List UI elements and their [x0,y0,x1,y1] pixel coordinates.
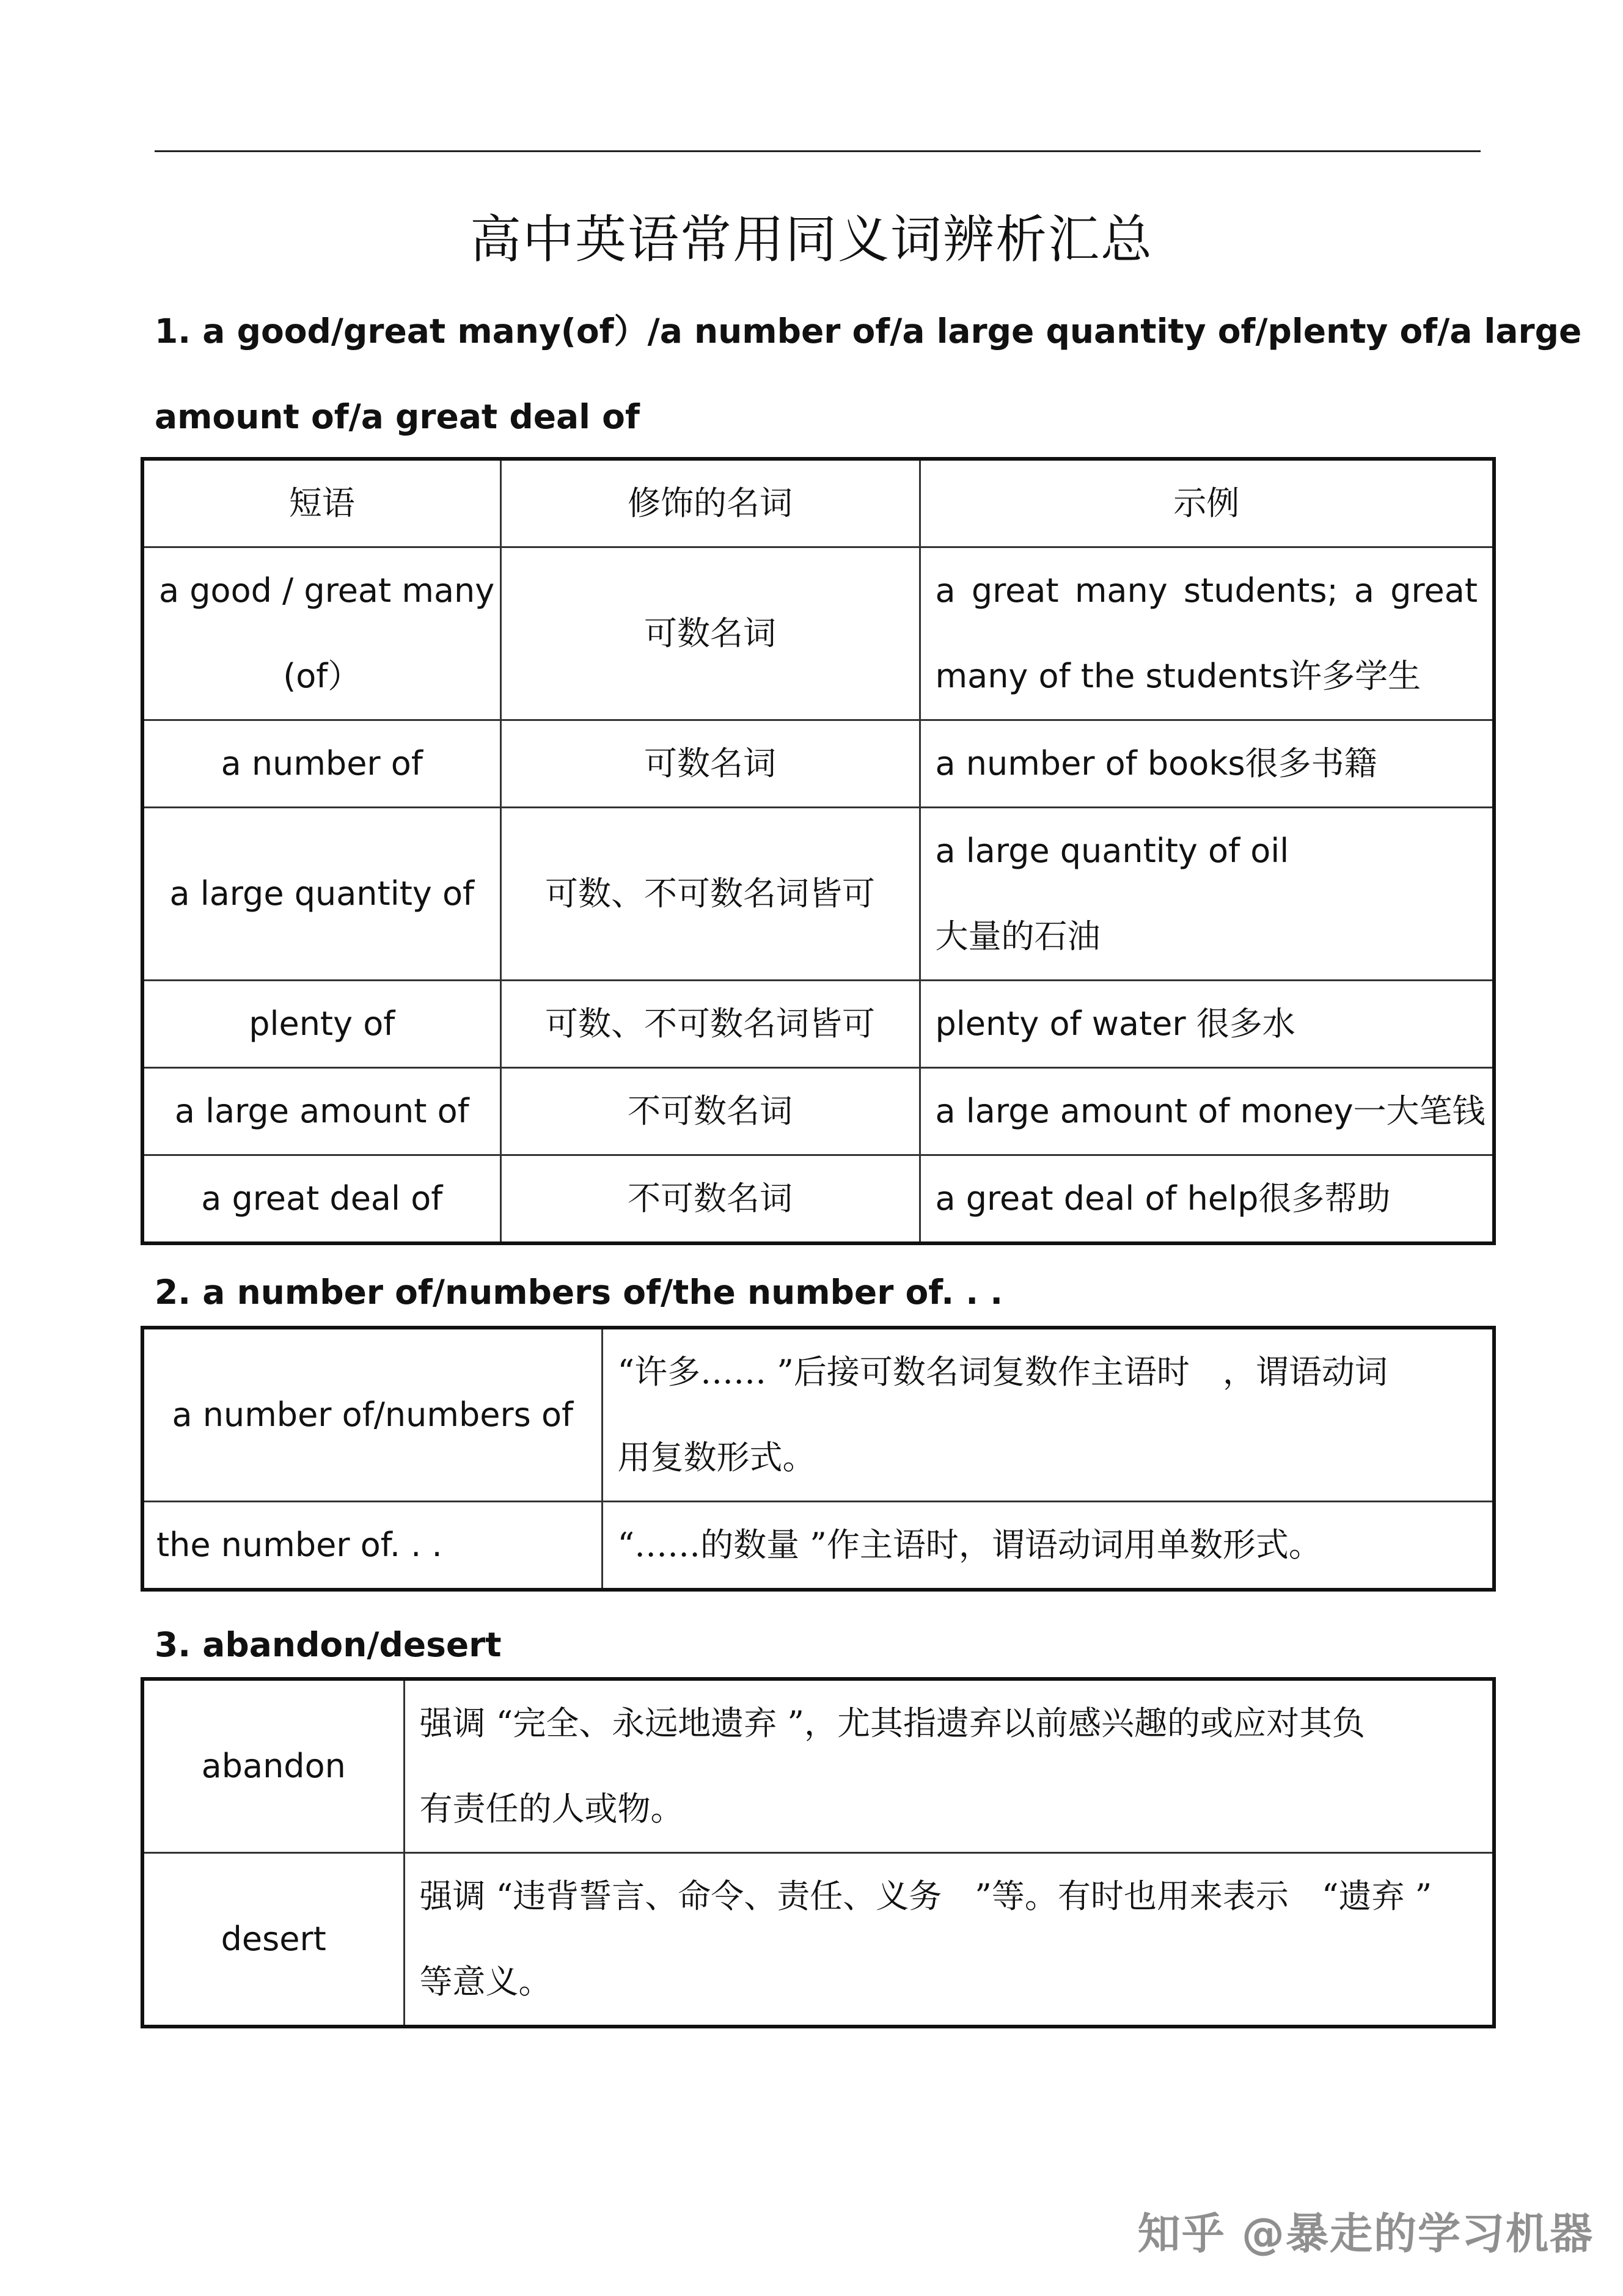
table-row [142,1679,1494,1853]
table-row [142,1155,1494,1244]
desc-cell [404,1679,1494,1853]
example-cell [920,547,1494,720]
phrase-cell: a number of [142,720,500,808]
watermark: 知乎 @暴走的学习机器 [1137,2209,1594,2259]
section1-heading-line1: 1. a good/great many(of）/a number of/a large quantity of/plenty of/a large [155,312,1582,351]
example-cell [920,808,1494,981]
desc-line: 等意义。 [419,1962,552,2001]
table-row [142,981,1494,1068]
phrase-line: (of） [283,657,361,695]
term-cell: abandon [142,1679,404,1853]
table-row [142,1502,1494,1590]
section3-heading: 3. abandon/desert [155,1625,502,1664]
example-line: a great many students; a great [935,571,1478,610]
noun-cell: 可数名词 [500,720,920,808]
header-phrase: 短语 [142,459,500,547]
phrase-cell: a great deal of [142,1155,500,1244]
table-row [142,1328,1494,1502]
phrase-cell [142,547,500,720]
table-row [142,808,1494,981]
noun-cell: 可数、不可数名词皆可 [500,981,920,1068]
desc-cell [404,1853,1494,2027]
table-row [142,720,1494,808]
section1-heading-line2: amount of/a great deal of [155,397,640,436]
phrase-cell: a large amount of [142,1068,500,1155]
example-line: a large quantity of oil [935,832,1289,870]
table-row [142,1853,1494,2027]
example-cell: plenty of water 很多水 [920,981,1494,1068]
table-row [142,547,1494,720]
noun-cell: 可数名词 [500,547,920,720]
noun-cell: 可数、不可数名词皆可 [500,808,920,981]
noun-cell: 不可数名词 [500,1068,920,1155]
desc-line: 强调 “违背誓言、命令、责任、义务 ”等。有时也用来表示 “遗弃 ” [419,1877,1432,1915]
phrase-cell: plenty of [142,981,500,1068]
desc-cell: “……的数量 ”作主语时，谓语动词用单数形式。 [602,1502,1494,1590]
phrase-line: a good / great many [159,571,495,610]
top-rule [155,150,1481,152]
table-header-row [142,459,1494,547]
page-title: 高中英语常用同义词辨析汇总 [469,210,1153,269]
number-of-table [141,1326,1496,1592]
noun-cell: 不可数名词 [500,1155,920,1244]
phrase-cell: a large quantity of [142,808,500,981]
header-noun: 修饰的名词 [500,459,920,547]
abandon-desert-table [141,1677,1496,2028]
term-cell: desert [142,1853,404,2027]
example-cell: a large amount of money一大笔钱 [920,1068,1494,1155]
desc-line: “许多…… ”后接可数名词复数作主语时 ，谓语动词 [617,1353,1388,1391]
desc-cell [602,1328,1494,1502]
term-cell: a number of/numbers of [142,1328,602,1502]
example-line: 大量的石油 [935,917,1101,956]
example-cell: a number of books很多书籍 [920,720,1494,808]
example-line: many of the students许多学生 [935,657,1421,695]
desc-line: 强调 “完全、永远地遗弃 ”，尤其指遗弃以前感兴趣的或应对其负 [419,1704,1366,1742]
header-example: 示例 [920,459,1494,547]
quantity-phrases-table [141,457,1496,1245]
term-cell: the number of. . . [142,1502,602,1590]
section2-heading: 2. a number of/numbers of/the number of. . . [155,1273,1003,1312]
desc-line: 用复数形式。 [617,1438,816,1477]
example-cell: a great deal of help很多帮助 [920,1155,1494,1244]
table-row [142,1068,1494,1155]
desc-line: 有责任的人或物。 [419,1790,684,1828]
